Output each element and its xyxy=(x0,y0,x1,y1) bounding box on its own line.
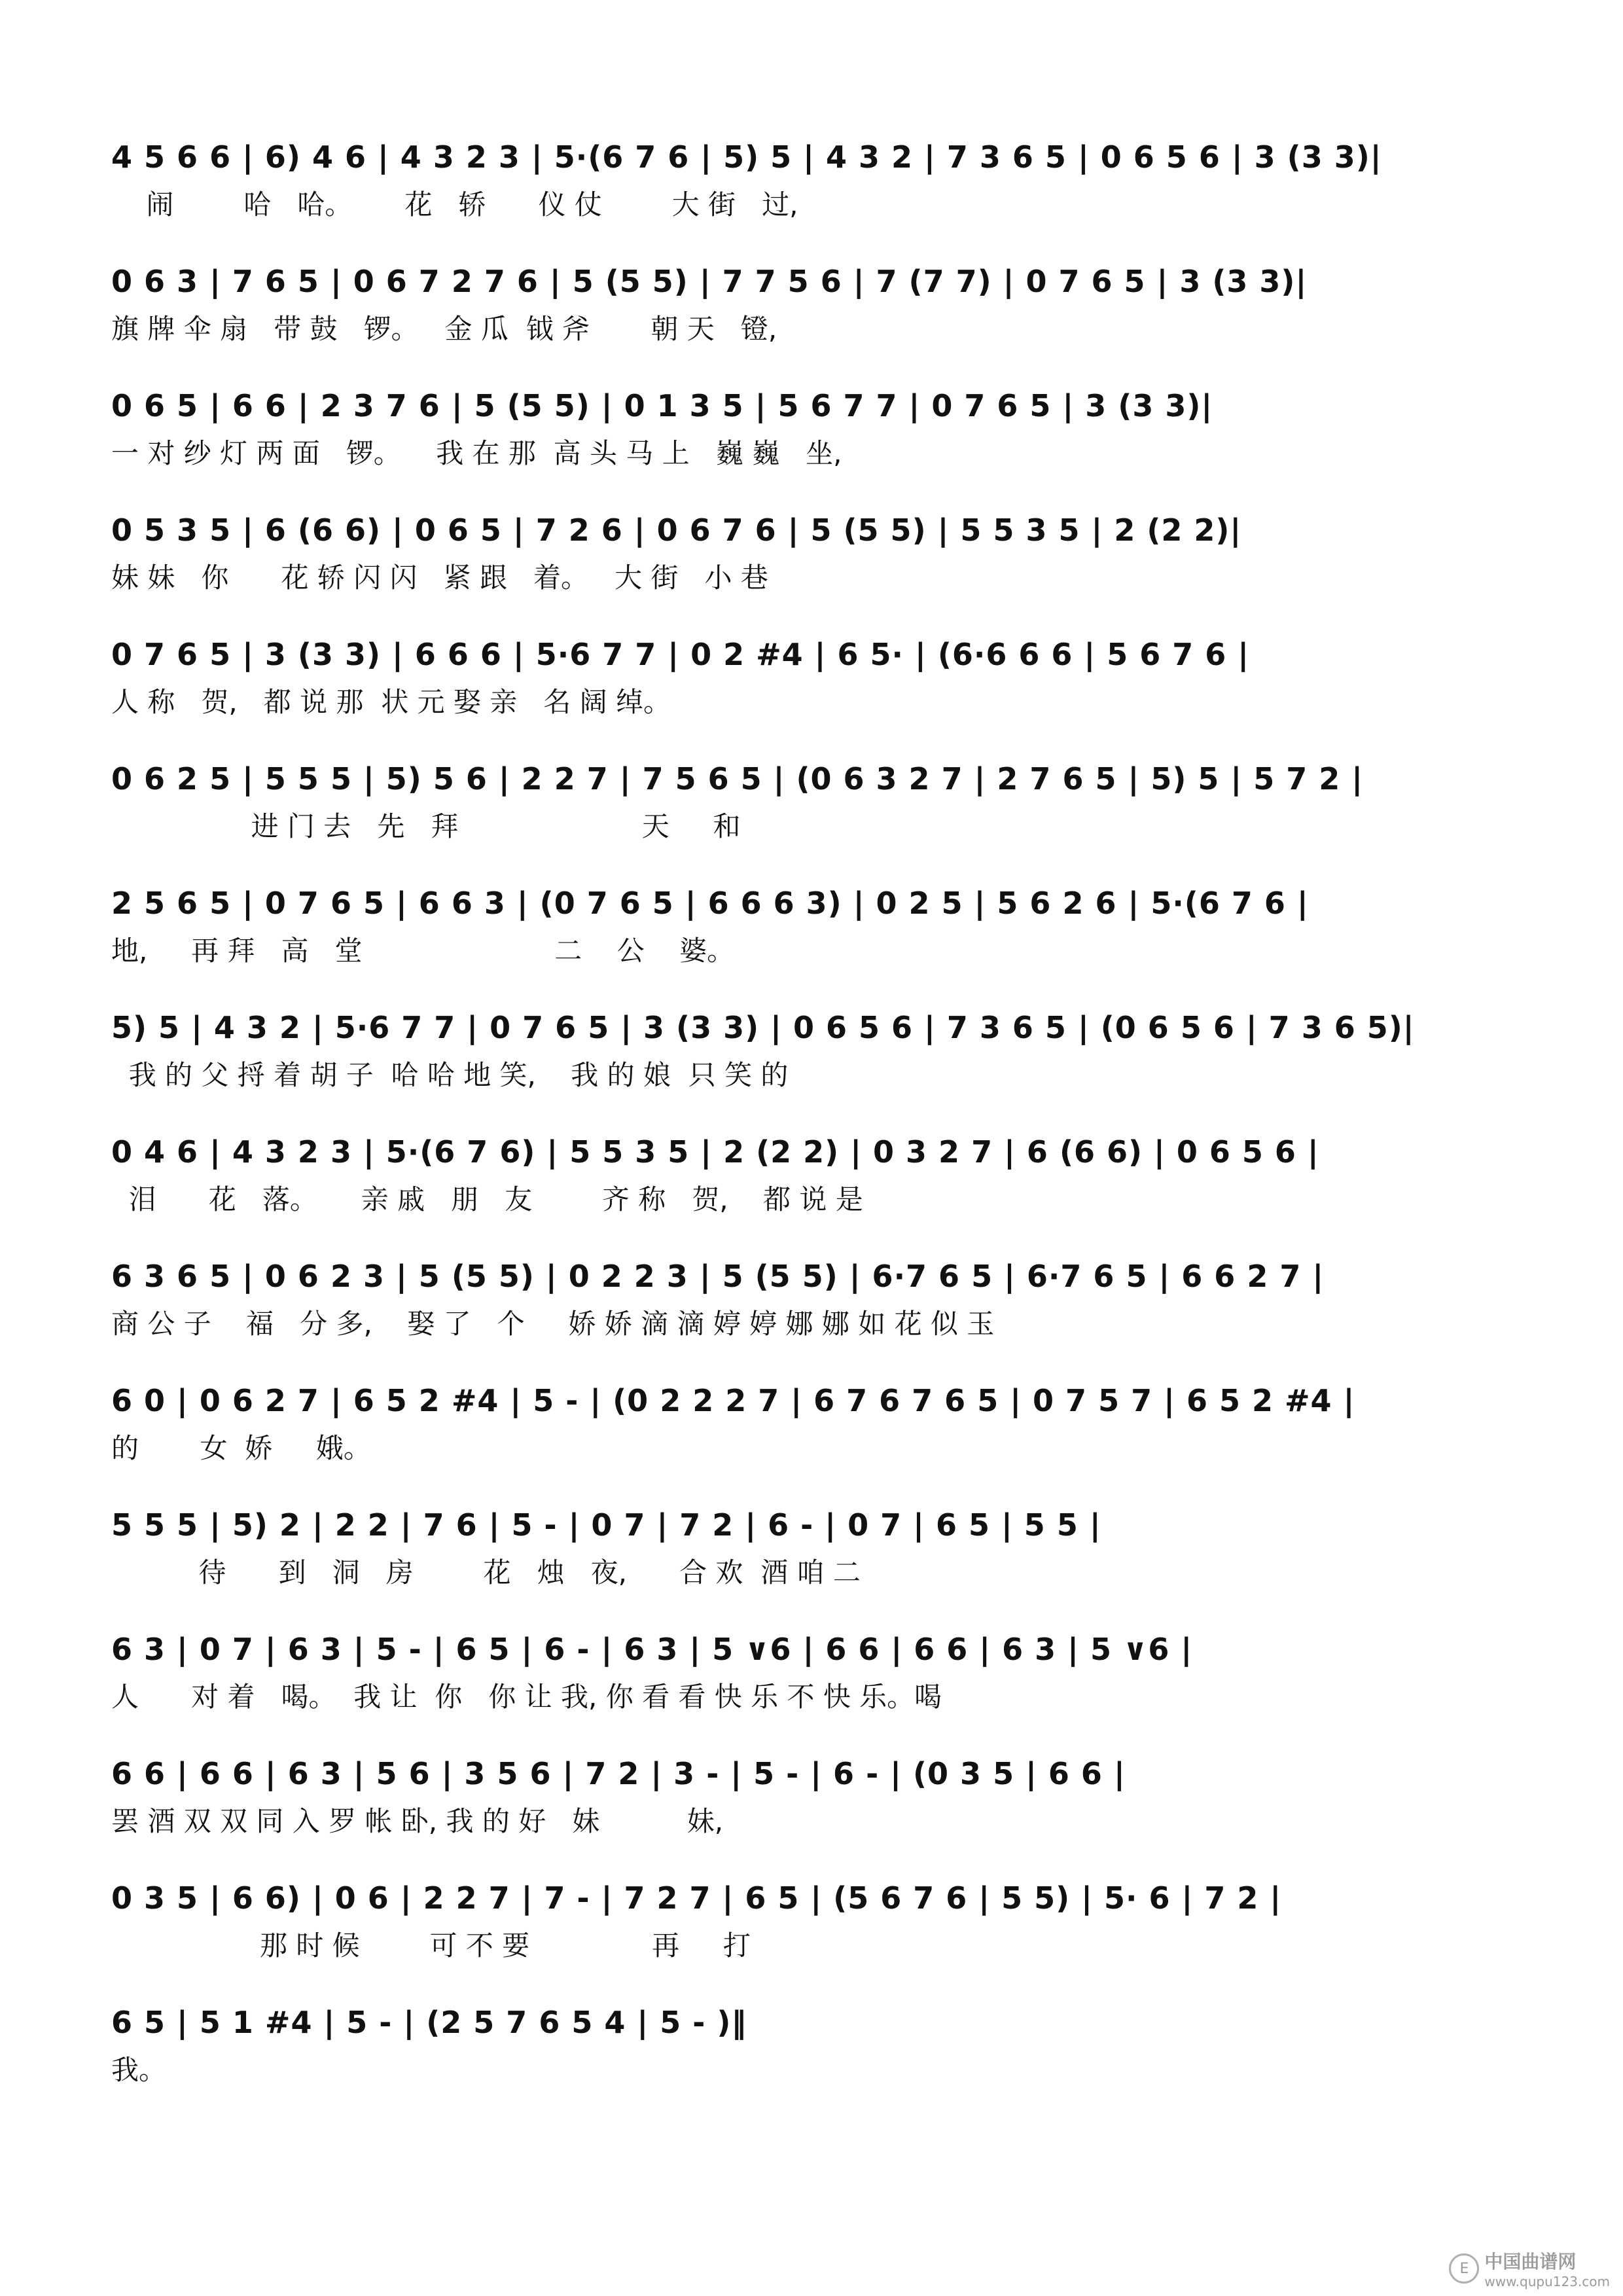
lyric-line: 地, 再 拜 高 堂 二 公 婆。 xyxy=(111,935,735,967)
watermark-url: www.qupu123.com xyxy=(1484,2274,1610,2289)
notation-line: 0 4 6 | 4 3 2 3 | 5·(6 7 6) | 5 5 3 5 | 2 (2 2) | 0 3 2 7 | 6 (6 6) | 0 6 5 6 | xyxy=(111,1134,1319,1170)
lyric-line: 的 女 娇 娥。 xyxy=(111,1432,371,1464)
notation-line: 0 5 3 5 | 6 (6 6) | 0 6 5 | 7 2 6 | 0 6 7 6 | 5 (5 5) | 5 5 3 5 | 2 (2 2)| xyxy=(111,512,1242,548)
notation-line: 0 7 6 5 | 3 (3 3) | 6 6 6 | 5·6 7 7 | 0 2 #4 | 6 5· | (6·6 6 6 | 5 6 7 6 | xyxy=(111,637,1250,672)
lyric-line: 旗 牌 伞 扇 带 鼓 锣。 金 瓜 钺 斧 朝 天 镫, xyxy=(111,313,777,345)
lyric-line: 那 时 候 可 不 要 再 打 xyxy=(111,1929,751,1962)
notation-line: 5) 5 | 4 3 2 | 5·6 7 7 | 0 7 6 5 | 3 (3 3) | 0 6 5 6 | 7 3 6 5 | (0 6 5 6 | 7 3 6 5)| xyxy=(111,1010,1415,1045)
notation-line: 6 0 | 0 6 2 7 | 6 5 2 #4 | 5 - | (0 2 2 2 7 | 6 7 6 7 6 5 | 0 7 5 7 | 6 5 2 #4 | xyxy=(111,1383,1355,1418)
lyric-line: 我。 xyxy=(111,2054,167,2086)
notation-line: 0 6 2 5 | 5 5 5 | 5) 5 6 | 2 2 7 | 7 5 6 5 | (0 6 3 2 7 | 2 7 6 5 | 5) 5 | 5 7 2 | xyxy=(111,761,1364,797)
lyric-line: 人 对 着 喝。 我 让 你 你 让 我, 你 看 看 快 乐 不 快 乐。喝 xyxy=(111,1681,942,1713)
notation-line: 6 5 | 5 1 #4 | 5 - | (2 5 7 6 5 4 | 5 - )‖ xyxy=(111,2005,747,2040)
watermark-logo-icon: E xyxy=(1449,2253,1479,2284)
lyric-line: 商 公 子 福 分 多, 娶 了 个 娇 娇 滴 滴 婷 婷 娜 娜 如 花 似 玉 xyxy=(111,1308,995,1340)
lyric-line: 罢 酒 双 双 同 入 罗 帐 卧, 我 的 好 妹 妹, xyxy=(111,1805,724,1837)
lyric-line: 我 的 父 捋 着 胡 子 哈 哈 地 笑, 我 的 娘 只 笑 的 xyxy=(111,1059,789,1091)
lyric-line: 进 门 去 先 拜 天 和 xyxy=(111,810,741,842)
notation-line: 5 5 5 | 5) 2 | 2 2 | 7 6 | 5 - | 0 7 | 7 2 | 6 - | 0 7 | 6 5 | 5 5 | xyxy=(111,1507,1101,1543)
lyric-line: 人 称 贺, 都 说 那 状 元 娶 亲 名 阔 绰。 xyxy=(111,686,671,718)
watermark-site-name: 中国曲谱网 xyxy=(1484,2251,1577,2272)
notation-line: 2 5 6 5 | 0 7 6 5 | 6 6 3 | (0 7 6 5 | 6 6 6 3) | 0 2 5 | 5 6 2 6 | 5·(6 7 6 | xyxy=(111,886,1309,921)
notation-line: 6 6 | 6 6 | 6 3 | 5 6 | 3 5 6 | 7 2 | 3 - | 5 - | 6 - | (0 3 5 | 6 6 | xyxy=(111,1756,1126,1791)
lyric-line: 泪 花 落。 亲 戚 朋 友 齐 称 贺, 都 说 是 xyxy=(111,1183,863,1215)
lyric-line: 妹 妹 你 花 轿 闪 闪 紧 跟 着。 大 街 小 巷 xyxy=(111,562,768,594)
notation-line: 0 6 3 | 7 6 5 | 0 6 7 2 7 6 | 5 (5 5) | 7 7 5 6 | 7 (7 7) | 0 7 6 5 | 3 (3 3)| xyxy=(111,264,1308,299)
lyric-line: 待 到 洞 房 花 烛 夜, 合 欢 酒 咱 二 xyxy=(111,1556,861,1588)
notation-line: 0 6 5 | 6 6 | 2 3 7 6 | 5 (5 5) | 0 1 3 5 | 5 6 7 7 | 0 7 6 5 | 3 (3 3)| xyxy=(111,388,1213,423)
site-watermark xyxy=(1449,2248,1610,2289)
lyric-line: 闹 哈 哈。 花 轿 仪 仗 大 街 过, xyxy=(111,188,798,221)
notation-line: 6 3 6 5 | 0 6 2 3 | 5 (5 5) | 0 2 2 3 | 5 (5 5) | 6·7 6 5 | 6·7 6 5 | 6 6 2 7 | xyxy=(111,1259,1325,1294)
notation-line: 4 5 6 6 | 6) 4 6 | 4 3 2 3 | 5·(6 7 6 | 5) 5 | 4 3 2 | 7 3 6 5 | 0 6 5 6 | 3 (3 3)| xyxy=(111,139,1382,175)
lyric-line: 一 对 纱 灯 两 面 锣。 我 在 那 高 头 马 上 巍 巍 坐, xyxy=(111,437,842,469)
notation-line: 6 3 | 0 7 | 6 3 | 5 - | 6 5 | 6 - | 6 3 | 5 ∨6 | 6 6 | 6 6 | 6 3 | 5 ∨6 | xyxy=(111,1632,1193,1667)
notation-line: 0 3 5 | 6 6) | 0 6 | 2 2 7 | 7 - | 7 2 7 | 6 5 | (5 6 7 6 | 5 5) | 5· 6 | 7 2 | xyxy=(111,1880,1282,1916)
